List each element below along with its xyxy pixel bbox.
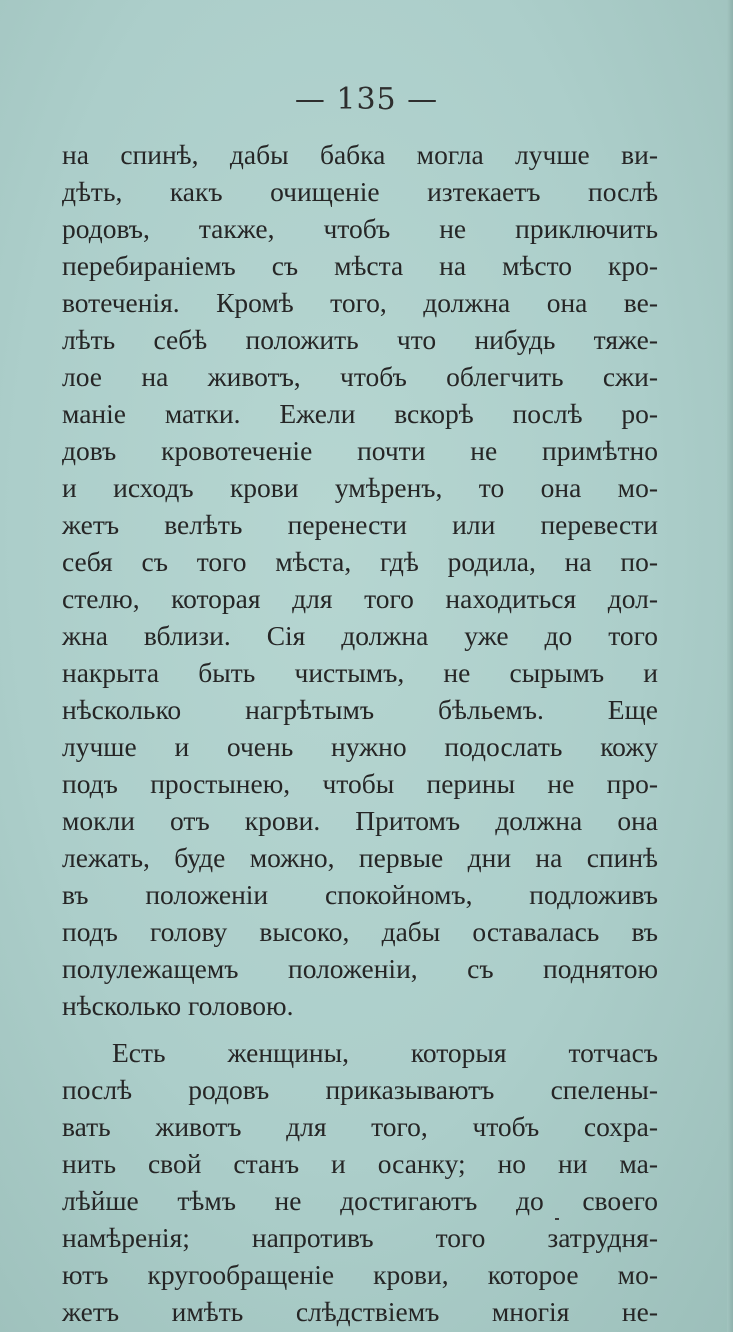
text-line: себя съ того мѣста, гдѣ родила, на по- [62, 546, 658, 577]
text-line: жна вблизи. Сiя должна уже до того [62, 620, 658, 651]
page-number: — 135 — [294, 82, 439, 117]
text-line: Есть женщины, которыя тотчасъ [112, 1037, 658, 1068]
ink-speck [555, 1218, 559, 1220]
text-line: послѣ родовъ приказываютъ спелены- [62, 1074, 658, 1105]
page-edge [727, 0, 733, 1332]
text-line: лучше и очень нужно подослать кожу [62, 731, 658, 762]
text-line: намѣренiя; напротивъ того затрудня- [62, 1222, 658, 1253]
text-line: перебиранiемъ съ мѣста на мѣсто кро- [62, 250, 658, 281]
text-line: жетъ имѣть слѣдствiемъ многiя не- [62, 1296, 658, 1327]
paragraph [62, 136, 658, 1024]
text-line: дѣть, какъ очищенiе изтекаетъ послѣ [62, 176, 658, 207]
text-line: жетъ велѣть перенести или перевести [62, 509, 658, 540]
text-line: нить свой станъ и осанку; но ни ма- [62, 1148, 658, 1179]
text-line: лежать, буде можно, первые дни на спинѣ [62, 842, 658, 873]
text-line: накрыта быть чистымъ, не сырымъ и [62, 657, 658, 688]
text-line: подъ голову высоко, дабы оставалась въ [62, 916, 658, 947]
text-line: нѣсколько нагрѣтымъ бѣльемъ. Еще [62, 694, 658, 725]
text-line: лое на животъ, чтобъ облегчить сжи- [62, 361, 658, 392]
text-line: ютъ кругообращенiе крови, которое мо- [62, 1259, 658, 1290]
paragraph [62, 1034, 658, 1330]
text-line: вать животъ для того, чтобъ сохра- [62, 1111, 658, 1142]
text-line: лѣйше тѣмъ не достигаютъ до своего [62, 1185, 658, 1216]
page-body [62, 136, 658, 1330]
text-line: мокли отъ крови. Притомъ должна она [62, 805, 658, 836]
text-line: подъ простынею, чтобы перины не про- [62, 768, 658, 799]
paragraph-gap [62, 1024, 658, 1034]
text-line: въ положенiи спокойномъ, подложивъ [62, 879, 658, 910]
text-line: вотеченiя. Кромѣ того, должна она ве- [62, 287, 658, 318]
text-line: на спинѣ, дабы бабка могла лучше ви- [62, 139, 658, 170]
text-line: полулежащемъ положенiи, съ поднятою [62, 953, 658, 984]
text-line: манiе матки. Ежели вскорѣ послѣ ро- [62, 398, 658, 429]
text-line: стелю, которая для того находиться дол- [62, 583, 658, 614]
text-line: довъ кровотеченiе почти не примѣтно [62, 435, 658, 466]
text-line: и исходъ крови умѣренъ, то она мо- [62, 472, 658, 503]
text-line: родовъ, также, чтобъ не приключить [62, 213, 658, 244]
text-line: нѣсколько головою. [62, 990, 294, 1021]
text-line: лѣть себѣ положить что нибудь тяже- [62, 324, 658, 355]
